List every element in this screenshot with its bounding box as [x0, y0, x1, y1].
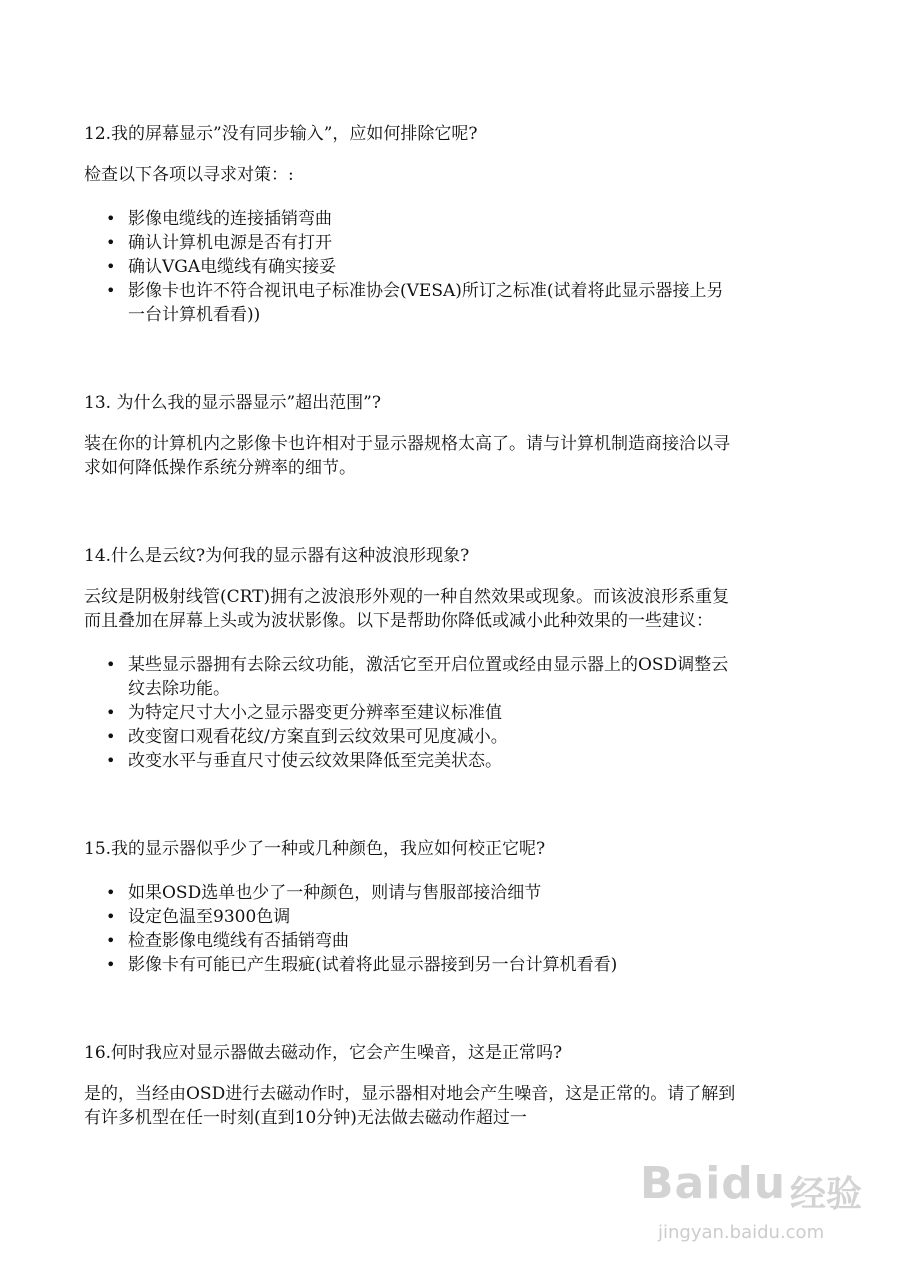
list-item: • 如果OSD选单也少了一种颜色，则请与售服部接洽细节	[84, 881, 764, 905]
question-12-intro: 检查以下各项以寻求对策：:	[84, 165, 294, 185]
list-item: • 检查影像电缆线有否插销弯曲	[84, 929, 764, 953]
watermark-cn: 经验	[790, 1174, 863, 1215]
question-13-body: 装在你的计算机内之影像卡也许相对于显示器规格太高了。请与计算机制造商接洽以寻求如何降低操作系统分辨率的细节。	[84, 434, 730, 478]
question-12-title: 12.我的屏幕显示”没有同步输入”，应如何排除它呢?	[84, 124, 478, 144]
list-item: • 影像卡也许不符合视讯电子标准协会(VESA)所订之标准(试着将此显示器接上另一台计算机看看))	[84, 279, 764, 327]
question-16-title: 16.何时我应对显示器做去磁动作，它会产生噪音，这是正常吗?	[84, 1043, 563, 1063]
question-14-title: 14.什么是云纹?为何我的显示器有这种波浪形现象?	[84, 546, 470, 566]
question-14-body: 云纹是阴极射线管(CRT)拥有之波浪形外观的一种自然效果或现象。而该波浪形系重复而且叠加在屏幕上头或为波状影像。以下是帮助你降低或减小此种效果的一些建议：	[84, 587, 730, 631]
question-16-body: 是的，当经由OSD进行去磁动作时，显示器相对地会产生噪音，这是正常的。请了解到有许多机型在任一时刻(直到10分钟)无法做去磁动作超过一	[84, 1084, 736, 1128]
document-page	[84, 122, 764, 1130]
list-item: • 影像电缆线的连接插销弯曲	[84, 207, 764, 231]
list-item: • 改变窗口观看花纹/方案直到云纹效果可见度减小。	[84, 725, 764, 749]
watermark-url: jingyan.baidu.com	[658, 1222, 825, 1243]
question-14-list	[84, 653, 764, 773]
question-12-list	[84, 207, 764, 327]
question-15-title: 15.我的显示器似乎少了一种或几种颜色，我应如何校正它呢?	[84, 839, 546, 859]
list-item: • 确认计算机电源是否有打开	[84, 231, 764, 255]
list-item: • 确认VGA电缆线有确实接妥	[84, 255, 764, 279]
question-13-title: 13. 为什么我的显示器显示”超出范围”?	[84, 393, 381, 413]
watermark-brand: Baidu	[640, 1158, 787, 1209]
baidu-jingyan-watermark	[640, 1150, 890, 1260]
question-15-list	[84, 881, 764, 977]
list-item: • 影像卡有可能已产生瑕疵(试着将此显示器接到另一台计算机看看)	[84, 953, 764, 977]
list-item: • 设定色温至9300色调	[84, 905, 764, 929]
list-item: • 为特定尺寸大小之显示器变更分辨率至建议标准值	[84, 701, 764, 725]
list-item: • 某些显示器拥有去除云纹功能，激活它至开启位置或经由显示器上的OSD调整云纹去除功能。	[84, 653, 764, 701]
list-item: • 改变水平与垂直尺寸使云纹效果降低至完美状态。	[84, 749, 764, 773]
